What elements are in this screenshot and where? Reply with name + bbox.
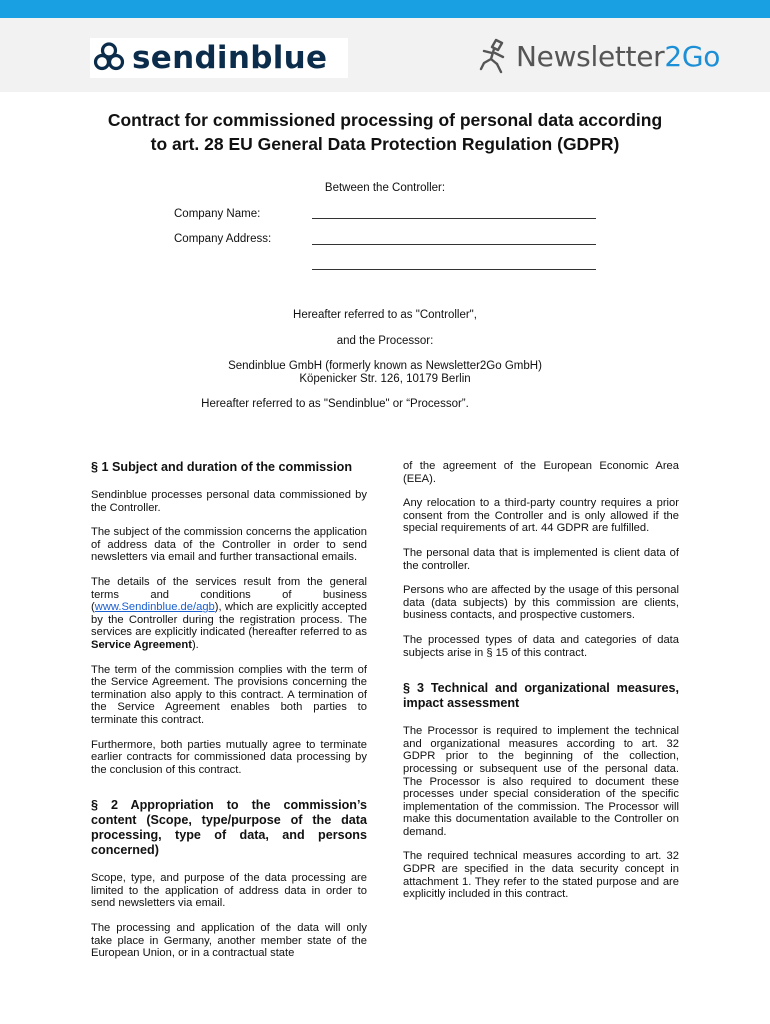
section-2-paragraph-2-continued: of the agreement of the European Economic Area (EEA). [403, 460, 679, 485]
section-2-paragraph-2: The processing and application of the data will only take place in Germany, another member state of the European Union, or in a contractual state [91, 922, 367, 960]
company-address-field-line-1[interactable] [312, 244, 596, 245]
section-3-paragraph-2: The required technical measures according to art. 32 GDPR are specified in the data security concept in attachment 1. They refer to the stated purpose and are explicitly included in this contract. [403, 850, 679, 901]
company-address-label: Company Address: [174, 233, 272, 245]
section-1-paragraph-1: Sendinblue processes personal data commissioned by the Controller. [91, 489, 367, 514]
sendinblue-logo [90, 38, 348, 78]
section-1-paragraph-4: The term of the commission complies with the term of the Service Agreement. The provisions concerning the termination also apply to this contract. A termination of the Service Agreement enables both parties to terminate this contract. [91, 663, 367, 726]
newsletter2go-wordmark-accent: 2Go [664, 39, 721, 73]
title-line-1: Contract for commissioned processing of personal data according [107, 110, 663, 130]
section-1-paragraph-3-c: ). [191, 638, 199, 651]
section-2-paragraph-1: Scope, type, and purpose of the data processing are limited to the application of address data in order to send newsletters via email. [91, 872, 367, 910]
between-controller-text: Between the Controller: [324, 182, 446, 194]
hereafter-processor-text: Hereafter referred to as "Sendinblue" or “Processor”. [201, 398, 469, 410]
service-agreement-term: Service Agreement [91, 638, 192, 651]
processor-address: Köpenicker Str. 126, 10179 Berlin [299, 373, 471, 385]
processor-name: Sendinblue GmbH (formerly known as Newsletter2Go GmbH) [228, 360, 542, 372]
section-2-paragraph-4: The personal data that is implemented is client data of the controller. [403, 546, 679, 572]
section-3-paragraph-1: The Processor is required to implement the technical and organizational measures according to art. 32 GDPR prior to the beginning of the collection, processing or subsequent use of the personal data. The Processor is also required to document these processes under special consideration of the specific implementation of the commission. The Processor will make this documentation available to the Controller on demand. [403, 725, 679, 838]
section-1-paragraph-3-a: The details of the services result from the general terms and conditions of business ( [91, 575, 367, 614]
section-1-paragraph-5: Furthermore, both parties mutually agree to terminate earlier contracts for commissioned data processing by the conclusion of this contract. [91, 738, 367, 776]
company-name-field[interactable] [312, 218, 596, 219]
company-name-label: Company Name: [174, 208, 261, 220]
runner-mascot-icon [478, 36, 512, 76]
left-column [91, 460, 367, 972]
sendinblue-spiral-icon [92, 41, 126, 75]
and-processor-text: and the Processor: [336, 335, 434, 347]
company-address-field-line-2[interactable] [312, 269, 596, 270]
section-3-heading: § 3 Technical and organizational measures, impact assessment [403, 681, 679, 711]
section-1-paragraph-2: The subject of the commission concerns the application of address data of the Controller in order to send newsletters via email and further transactional emails. [91, 526, 367, 564]
document-title [60, 108, 710, 156]
title-line-2: to art. 28 EU General Data Protection Regulation (GDPR) [150, 134, 620, 154]
section-1-paragraph-3 [91, 576, 367, 652]
section-2-paragraph-6: The processed types of data and categories of data subjects arise in § 15 of this contract. [403, 633, 679, 659]
section-2-heading: § 2 Appropriation to the commission’s content (Scope, type/purpose of the data processing, type of data, and persons concerned) [91, 798, 367, 858]
section-1-heading: § 1 Subject and duration of the commission [91, 460, 353, 474]
section-2-paragraph-3: Any relocation to a third-party country requires a prior consent from the Controller and is only allowed if the special requirements of art. 44 GDPR are fulfilled. [403, 497, 679, 535]
newsletter2go-wordmark-main: Newsletter [516, 39, 665, 73]
hereafter-controller-text: Hereafter referred to as "Controller", [293, 309, 477, 321]
newsletter2go-wordmark [516, 40, 720, 73]
section-1-paragraph-3-b: ), which are explicitly accepted by the Controller during the registration process. The services are explicitly indicated (hereafter referred to as [91, 601, 367, 639]
agb-link[interactable]: www.Sendinblue.de/agb [94, 601, 215, 614]
right-column [403, 460, 679, 913]
section-2-paragraph-5: Persons who are affected by the usage of this personal data (data subjects) by this commission are clients, business contacts, and prospective customers. [403, 584, 679, 622]
newsletter2go-logo [478, 32, 720, 80]
top-accent-bar [0, 0, 770, 18]
sendinblue-wordmark: sendinblue [132, 40, 328, 76]
